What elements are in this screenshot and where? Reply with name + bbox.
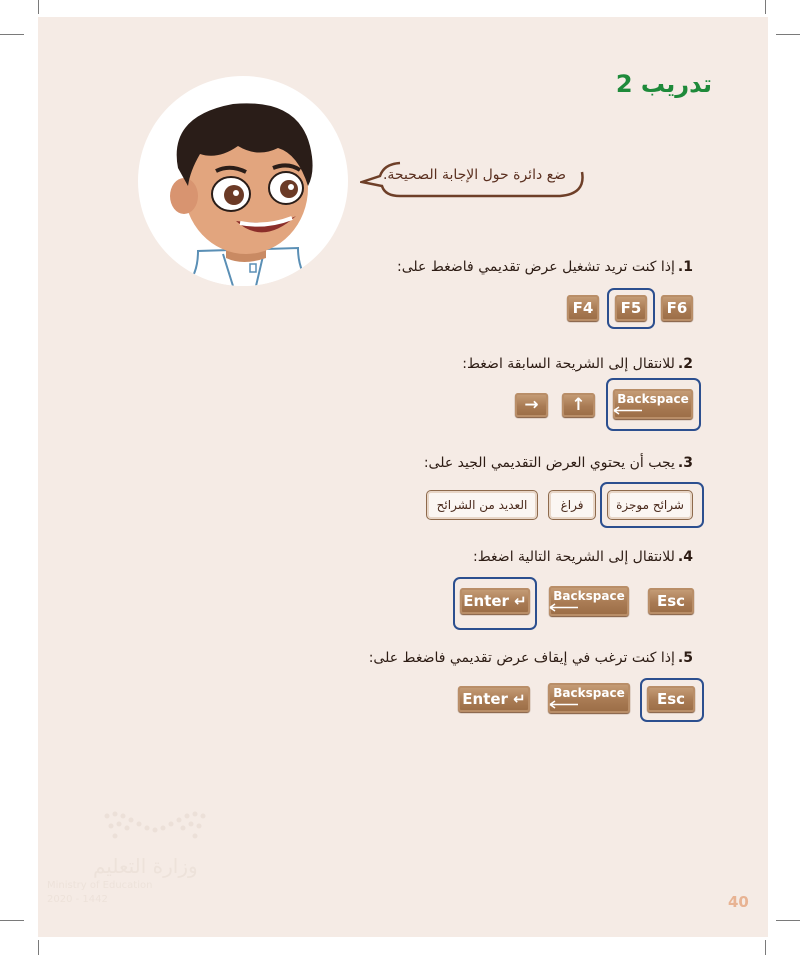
key-label: Backspace — [553, 686, 625, 700]
backspace-arrow-icon — [566, 603, 612, 612]
crop-mark — [765, 0, 766, 14]
answer-ring-esc — [640, 678, 704, 722]
question-number: 4. — [677, 549, 693, 565]
question-text: يجب أن يحتوي العرض التقديمي الجيد على: — [423, 455, 675, 471]
answer-ring-f5 — [607, 288, 655, 329]
key-backspace[interactable] — [549, 586, 629, 616]
question-3 — [424, 455, 693, 471]
question-text: للانتقال إلى الشريحة السابقة اضغط: — [462, 356, 675, 372]
speech-bubble — [360, 158, 588, 198]
question-1 — [397, 259, 693, 275]
key-f5[interactable]: F5 — [615, 295, 647, 321]
ministry-year: 2020 - 1442 — [47, 894, 108, 905]
key-backspace[interactable] — [548, 683, 630, 713]
key-label: Backspace — [617, 392, 689, 406]
answer-ring-backspace — [606, 378, 701, 431]
ministry-english-name: Ministry of Education — [47, 880, 153, 891]
crop-mark — [38, 0, 39, 14]
key-f4[interactable]: F4 — [567, 295, 599, 321]
key-arrow-right[interactable]: → — [515, 393, 548, 417]
key-esc[interactable]: Esc — [648, 588, 694, 614]
page-number: 40 — [728, 893, 749, 911]
crop-mark — [776, 34, 800, 35]
question-number: 3. — [677, 455, 693, 471]
instruction-text: ضع دائرة حول الإجابة الصحيحة. — [382, 167, 566, 183]
question-4 — [473, 549, 693, 565]
key-arrow-up[interactable]: ↑ — [562, 393, 595, 417]
key-esc[interactable]: Esc — [647, 686, 695, 712]
boy-avatar-illustration — [138, 76, 348, 286]
ministry-watermark — [45, 806, 215, 916]
question-5 — [369, 650, 693, 666]
crop-mark — [776, 920, 800, 921]
question-text: إذا كنت ترغب في إيقاف عرض تقديمي فاضغط على: — [368, 650, 675, 666]
key-f6[interactable]: F6 — [661, 295, 693, 321]
answer-ring-concise-slides — [600, 482, 704, 528]
option-many-slides[interactable]: العديد من الشرائح — [426, 490, 538, 520]
option-concise-slides[interactable]: شرائح موجزة — [607, 490, 693, 520]
exercise-title: تدريب 2 — [615, 70, 712, 98]
option-blank[interactable]: فراغ — [548, 490, 596, 520]
crop-mark — [765, 940, 766, 955]
backspace-arrow-icon — [566, 700, 612, 709]
answer-ring-enter — [453, 577, 537, 630]
ministry-arabic-name: وزارة التعليم — [93, 854, 198, 878]
crop-mark — [0, 920, 24, 921]
crop-mark — [38, 940, 39, 955]
question-2 — [462, 356, 693, 372]
question-number: 1. — [677, 259, 693, 275]
key-enter[interactable]: Enter ↵ — [460, 588, 530, 614]
question-text: إذا كنت تريد تشغيل عرض تقديمي فاضغط على: — [397, 259, 675, 275]
crop-mark — [0, 34, 24, 35]
key-enter[interactable]: Enter ↵ — [458, 686, 530, 712]
question-number: 5. — [677, 650, 693, 666]
question-number: 2. — [677, 356, 693, 372]
question-text: للانتقال إلى الشريحة التالية اضغط: — [473, 549, 675, 565]
key-label: Backspace — [553, 589, 625, 603]
